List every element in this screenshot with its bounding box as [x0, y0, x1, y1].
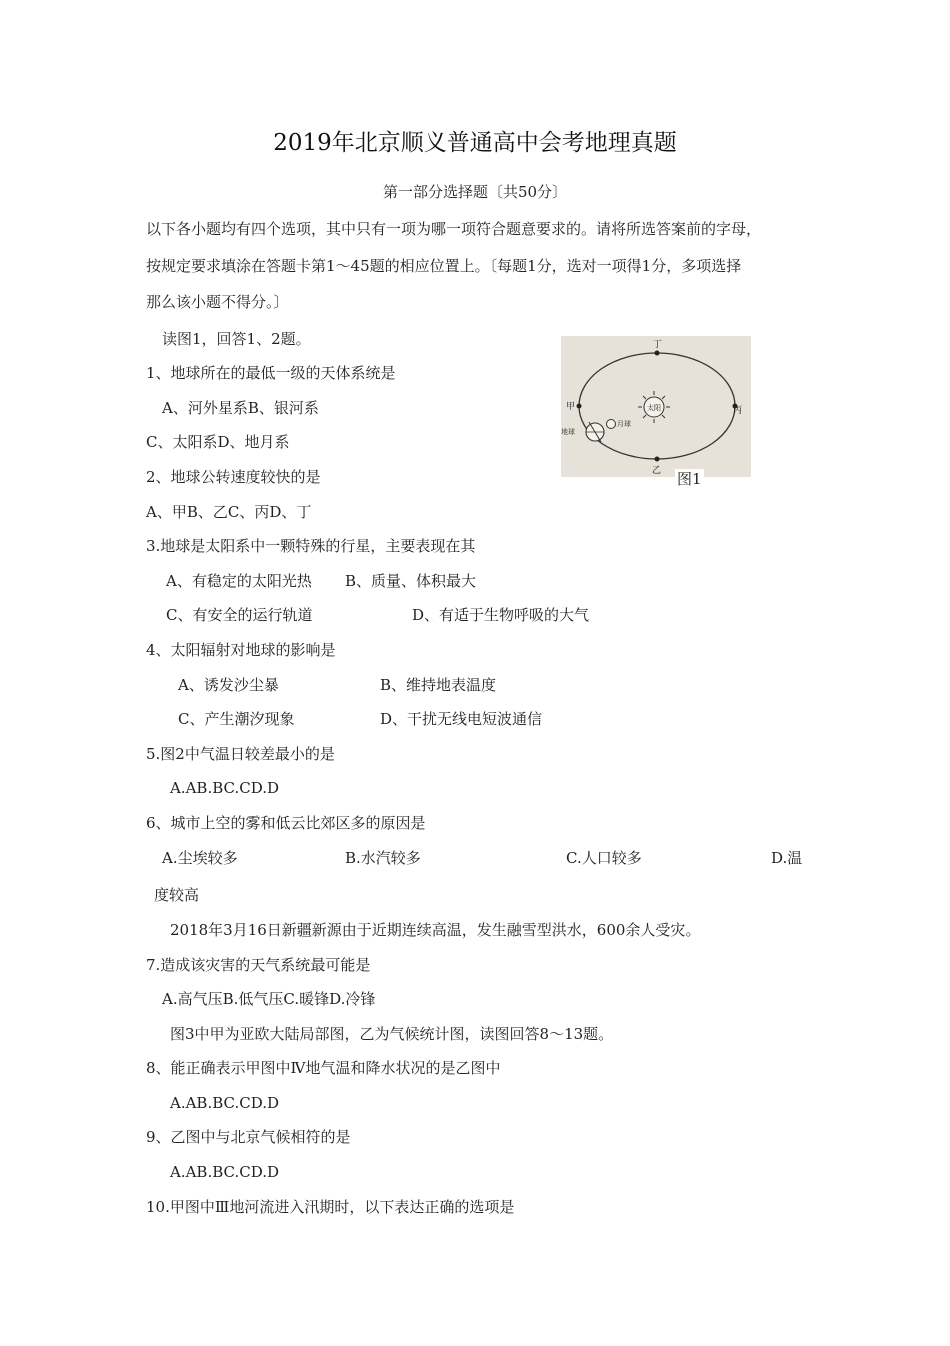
q8-stem: 8、能正确表示甲图中Ⅳ地气温和降水状况的是乙图中 — [146, 1059, 501, 1077]
q7-stem: 7.造成该灾害的天气系统最可能是 — [146, 956, 371, 974]
q5-options: A.AB.BC.CD.D — [170, 779, 279, 797]
moon-label: 月球 — [617, 420, 631, 428]
q6-option-d-part2: 度较高 — [154, 886, 200, 904]
q1-options-line-1: A、河外星系B、银河系 — [162, 399, 319, 417]
label-ding: 丁 — [653, 340, 663, 350]
q6-option-c: C.人口较多 — [566, 849, 642, 867]
q4-option-d: D、干扰无线电短波通信 — [380, 710, 543, 728]
label-bing: 丙 — [733, 406, 743, 416]
q9-stem: 9、乙图中与北京气候相符的是 — [146, 1128, 351, 1146]
instruction-line-1: 以下各小题均有四个选项，其中只有一项为哪一项符合题意要求的。请将所选答案前的字母， — [146, 220, 762, 238]
q3-stem: 3.地球是太阳系中一颗特殊的行星，主要表现在其 — [146, 537, 476, 555]
q1-options-line-2: C、太阳系D、地月系 — [146, 433, 290, 451]
q6-option-a: A.尘埃较多 — [162, 849, 238, 867]
orbit-svg — [561, 336, 751, 477]
q3-option-a: A、有稳定的太阳光热 — [166, 572, 312, 590]
point-ding — [655, 351, 660, 356]
fig3-intro: 图3中甲为亚欧大陆局部图，乙为气候统计图，读图回答8～13题。 — [170, 1025, 614, 1043]
q4-option-b: B、维持地表温度 — [380, 676, 497, 694]
q2-stem: 2、地球公转速度较快的是 — [146, 468, 321, 486]
q6-option-b: B.水汽较多 — [345, 849, 421, 867]
q3-option-d: D、有适于生物呼吸的大气 — [412, 606, 590, 624]
page-title: 2019年北京顺义普通高中会考地理真题 — [273, 130, 677, 156]
q4-option-a: A、诱发沙尘暴 — [178, 676, 279, 694]
earth-icon — [586, 422, 604, 442]
q3-option-b: B、质量、体积最大 — [345, 572, 477, 590]
figure-1-caption: 图1 — [677, 470, 702, 488]
moon-icon — [607, 420, 616, 429]
figure-1-orbit-diagram — [561, 336, 751, 477]
q10-stem: 10.甲图中Ⅲ地河流进入汛期时，以下表达正确的选项是 — [146, 1198, 515, 1216]
point-jia — [577, 404, 582, 409]
q1-stem: 1、地球所在的最低一级的天体系统是 — [146, 364, 396, 382]
instruction-line-2: 按规定要求填涂在答题卡第1～45题的相应位置上。〔每题1分，选对一项得1分，多项选择 — [146, 257, 742, 275]
q4-option-c: C、产生潮汐现象 — [178, 710, 295, 728]
context-xinjiang-flood: 2018年3月16日新疆新源由于近期连续高温，发生融雪型洪水，600余人受灾。 — [170, 921, 701, 939]
q5-stem: 5.图2中气温日较差最小的是 — [146, 745, 335, 763]
q4-stem: 4、太阳辐射对地球的影响是 — [146, 641, 336, 659]
label-yi: 乙 — [652, 466, 662, 476]
q8-options: A.AB.BC.CD.D — [170, 1094, 279, 1112]
instruction-line-3: 那么该小题不得分。〕 — [146, 293, 289, 311]
earth-label: 地球 — [561, 428, 575, 436]
sun-label: 太阳 — [647, 404, 661, 412]
q6-stem: 6、城市上空的雾和低云比郊区多的原因是 — [146, 814, 426, 832]
q7-options: A.高气压B.低气压C.暖锋D.冷锋 — [162, 990, 376, 1008]
label-jia: 甲 — [566, 402, 576, 412]
point-yi — [655, 457, 660, 462]
q9-options: A.AB.BC.CD.D — [170, 1163, 279, 1181]
fig1-intro: 读图1，回答1、2题。 — [162, 330, 311, 348]
q2-options: A、甲B、乙C、丙D、丁 — [146, 503, 312, 521]
section-title: 第一部分选择题〔共50分〕 — [382, 183, 568, 201]
q6-option-d-part1: D.温 — [771, 849, 803, 867]
q3-option-c: C、有安全的运行轨道 — [166, 606, 313, 624]
